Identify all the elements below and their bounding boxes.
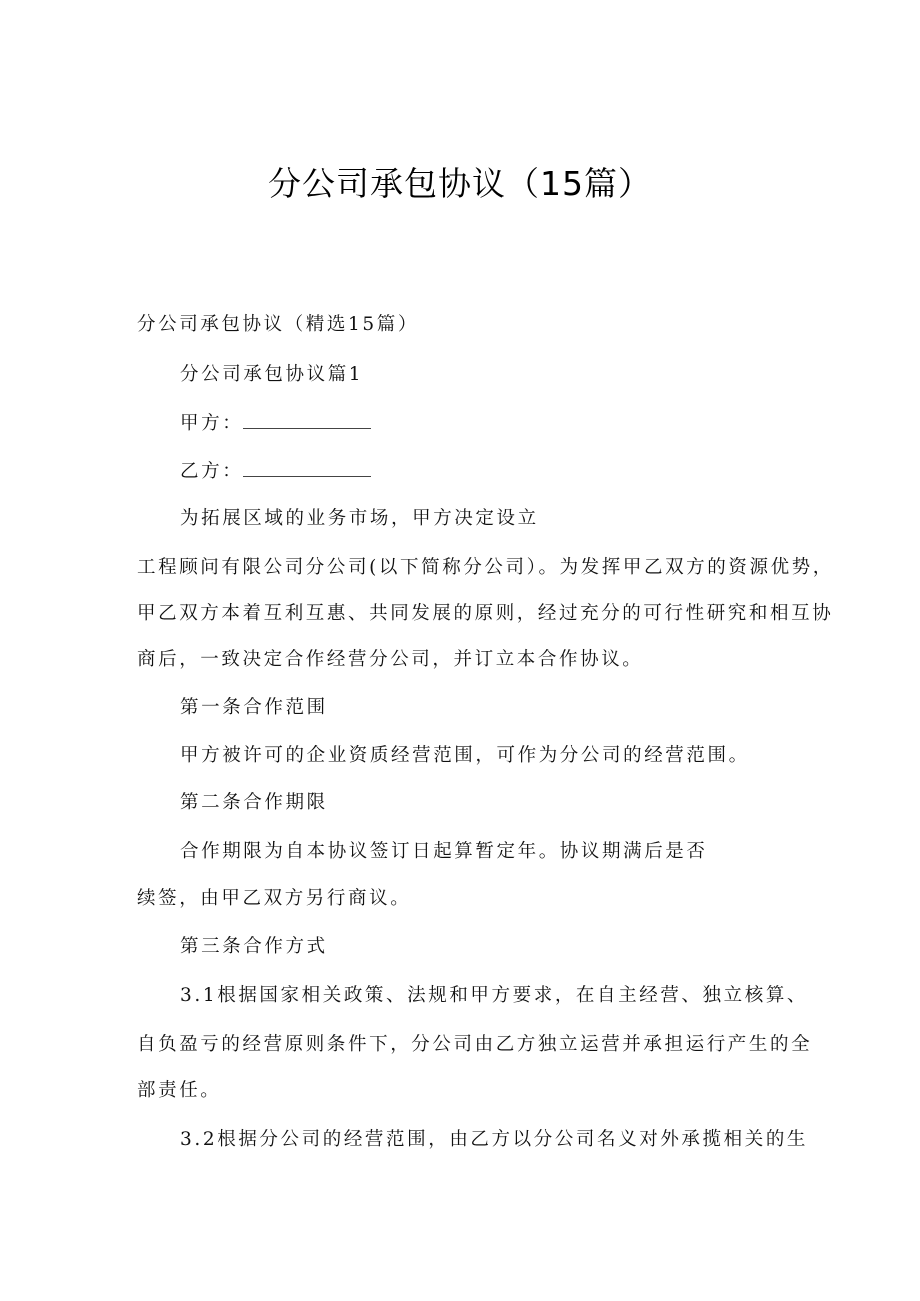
- party-b-label: 乙方：: [180, 461, 244, 482]
- intro-line-2: 工程顾问有限公司分公司(以下简称分公司）。为发挥甲乙双方的资源优势，: [137, 557, 834, 578]
- section-heading: 分公司承包协议篇1: [180, 364, 364, 385]
- article-3-1-line-1: 3.1根据国家相关政策、法规和甲方要求，在自主经营、独立核算、: [180, 985, 809, 1006]
- article-1-heading: 第一条合作范围: [180, 697, 328, 718]
- party-b-line: [180, 462, 371, 482]
- document-title: 分公司承包协议（15篇）: [268, 164, 652, 203]
- party-a-label: 甲方：: [180, 413, 244, 434]
- document-subtitle: 分公司承包协议（精选15篇）: [137, 314, 419, 335]
- party-a-blank: [243, 414, 371, 429]
- article-1-text: 甲方被许可的企业资质经营范围，可作为分公司的经营范围。: [180, 745, 750, 766]
- article-3-1-line-3: 部责任。: [137, 1080, 222, 1101]
- intro-line-1: 为拓展区域的业务市场，甲方决定设立: [180, 508, 539, 529]
- article-2-heading: 第二条合作期限: [180, 792, 328, 813]
- article-2-text-1: 合作期限为自本协议签订日起算暂定年。协议期满后是否: [180, 841, 708, 862]
- party-b-blank: [243, 462, 371, 477]
- intro-line-3: 甲乙双方本着互利互惠、共同发展的原则，经过充分的可行性研究和相互协: [137, 603, 834, 624]
- intro-line-4: 商后，一致决定合作经营分公司，并订立本合作协议。: [137, 649, 644, 670]
- article-3-heading: 第三条合作方式: [180, 936, 328, 957]
- article-3-1-line-2: 自负盈亏的经营原则条件下，分公司由乙方独立运营并承担运行产生的全: [137, 1034, 813, 1055]
- party-a-line: [180, 414, 371, 434]
- article-2-text-2: 续签，由甲乙双方另行商议。: [137, 888, 412, 909]
- article-3-2-line-1: 3.2根据分公司的经营范围，由乙方以分公司名义对外承揽相关的生: [180, 1129, 809, 1150]
